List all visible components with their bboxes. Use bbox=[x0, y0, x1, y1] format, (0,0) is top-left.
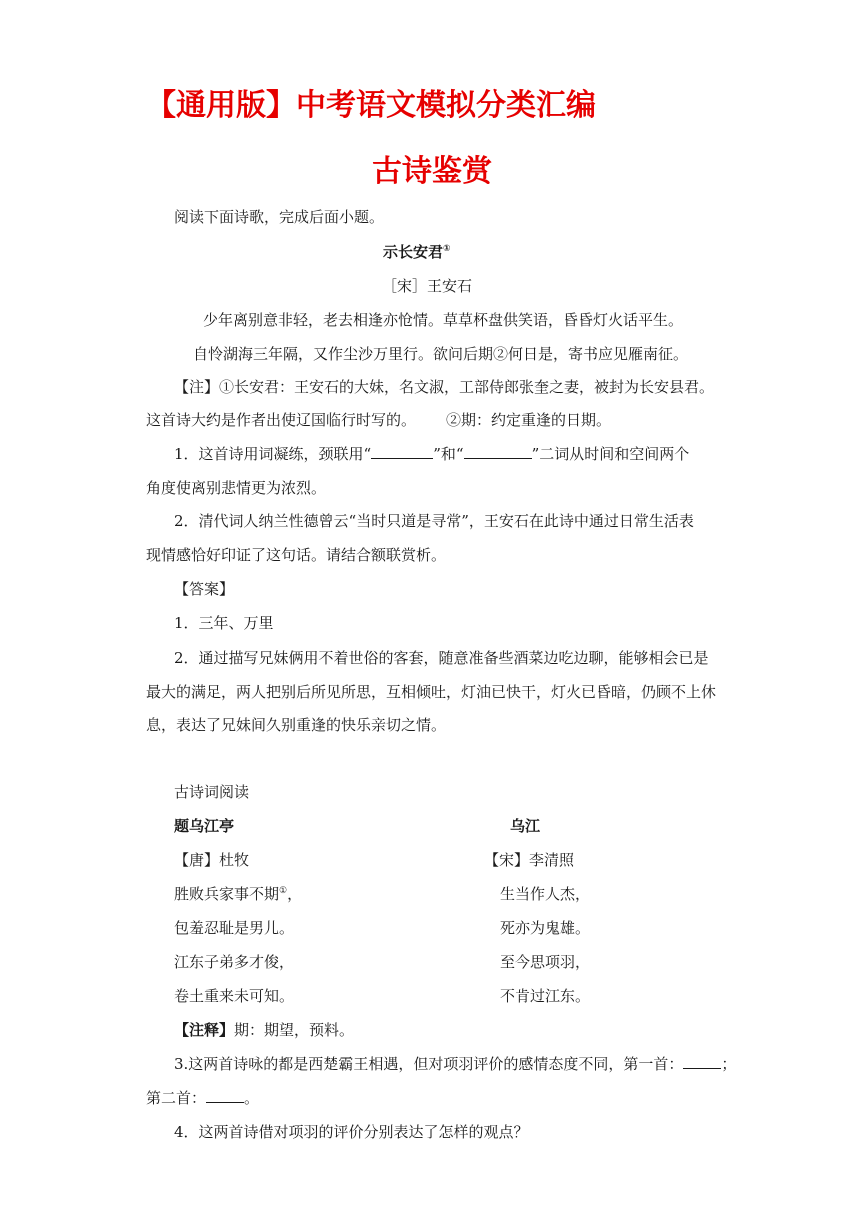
poem-1-author: 【唐】杜牧 bbox=[174, 851, 250, 869]
poem-title bbox=[383, 241, 451, 263]
answer-2-line-3: 息，表达了兄妹间久别重逢的快乐亲切之情。 bbox=[146, 716, 447, 734]
q3-text-d: 。 bbox=[244, 1089, 260, 1107]
question-3-line-1 bbox=[174, 1053, 736, 1075]
q1-answer-blank-2[interactable] bbox=[464, 444, 532, 459]
question-2-line-1: 2．清代词人纳兰性德曾云“当时只道是寻常”，王安石在此诗中通过日常生活表 bbox=[174, 512, 694, 530]
poem-2-line-3: 至今思项羽， bbox=[500, 953, 591, 971]
section-2-note-label: 【注释】 bbox=[174, 1021, 235, 1039]
document-title-line2: 古诗鉴赏 bbox=[372, 154, 492, 189]
poem-note-line-1: 【注】①长安君：王安石的大妹，名文淑，工部侍郎张奎之妻，被封为长安县君。 bbox=[174, 378, 715, 396]
poem-2-line-1: 生当作人杰， bbox=[500, 885, 591, 903]
poem-1-line-1-end: ， bbox=[287, 885, 303, 903]
poem-note-b: 这首诗大约是作者出使辽国临行时写的。 bbox=[146, 411, 417, 429]
q3-answer-blank-1[interactable] bbox=[683, 1054, 721, 1069]
poem-1-line-2: 包羞忍耻是男儿。 bbox=[174, 919, 295, 937]
answer-2-line-2: 最大的满足，两人把别后所见所思，互相倾吐，灯油已快干，灯火已昏暗，仍顾不上休 bbox=[146, 683, 717, 701]
poem-1-line-3: 江东子弟多才俊， bbox=[174, 953, 295, 971]
poem-author: ［宋］王安石 bbox=[382, 277, 473, 295]
poem-2-line-4: 不肯过江东。 bbox=[500, 987, 591, 1005]
instruction-text: 阅读下面诗歌，完成后面小题。 bbox=[174, 208, 385, 226]
poem-line-1: 少年离别意非轻，老去相逢亦怆情。草草杯盘供笑语，昏昏灯火话平生。 bbox=[203, 311, 684, 329]
q3-answer-blank-2[interactable] bbox=[206, 1088, 244, 1103]
question-2-line-2: 现情感恰好印证了这句话。请结合额联赏析。 bbox=[146, 546, 447, 564]
q3-text-b: ； bbox=[721, 1055, 737, 1073]
section-2-note-text: 期：期望，预料。 bbox=[234, 1021, 355, 1039]
poem-1-line-1 bbox=[174, 883, 302, 905]
section-2-note bbox=[174, 1019, 354, 1041]
poem-note-line-2 bbox=[146, 409, 611, 431]
q1-answer-blank-1[interactable] bbox=[371, 444, 433, 459]
q1-text-b: ”和“ bbox=[433, 445, 464, 463]
section-2-heading: 古诗词阅读 bbox=[174, 783, 250, 801]
poem-title-text: 示长安君 bbox=[383, 243, 444, 261]
answer-header: 【答案】 bbox=[174, 580, 235, 598]
question-1-line-1 bbox=[174, 443, 689, 465]
poem-1-footnote-mark: ① bbox=[279, 886, 288, 896]
poem-1-line-4: 卷土重来未可知。 bbox=[174, 987, 295, 1005]
q1-text-c: ”二词从时间和空间两个 bbox=[531, 445, 690, 463]
poem-2-line-2: 死亦为鬼雄。 bbox=[500, 919, 591, 937]
poem-2-title: 乌江 bbox=[510, 817, 541, 835]
poem-2-author: 【宋】李清照 bbox=[484, 851, 575, 869]
poem-1-line-1-text: 胜败兵家事不期 bbox=[174, 885, 280, 903]
q3-text-c: 第二首： bbox=[146, 1089, 207, 1107]
poem-note-c: ②期：约定重逢的日期。 bbox=[446, 411, 612, 429]
question-1-line-2: 角度使离别悲情更为浓烈。 bbox=[146, 479, 327, 497]
q3-text-a: 3.这两首诗咏的都是西楚霸王相遇，但对项羽评价的感情态度不同，第一首： bbox=[174, 1055, 684, 1073]
poem-title-footnote-mark: ① bbox=[443, 244, 451, 254]
answer-2-line-1: 2．通过描写兄妹俩用不着世俗的客套，随意准备些酒菜边吃边聊，能够相会已是 bbox=[174, 649, 709, 667]
answer-1: 1．三年、万里 bbox=[174, 614, 274, 632]
question-4: 4．这两首诗借对项羽的评价分别表达了怎样的观点？ bbox=[174, 1123, 529, 1141]
question-3-line-2 bbox=[146, 1087, 259, 1109]
document-title-line1: 【通用版】中考语文模拟分类汇编 bbox=[146, 88, 596, 123]
poem-line-2: 自怜湖海三年隔，又作尘沙万里行。欲问后期②何日是，寄书应见雁南征。 bbox=[193, 345, 689, 363]
poem-1-title: 题乌江亭 bbox=[174, 817, 235, 835]
q1-text-a: 1．这首诗用词凝练，颈联用“ bbox=[174, 445, 372, 463]
